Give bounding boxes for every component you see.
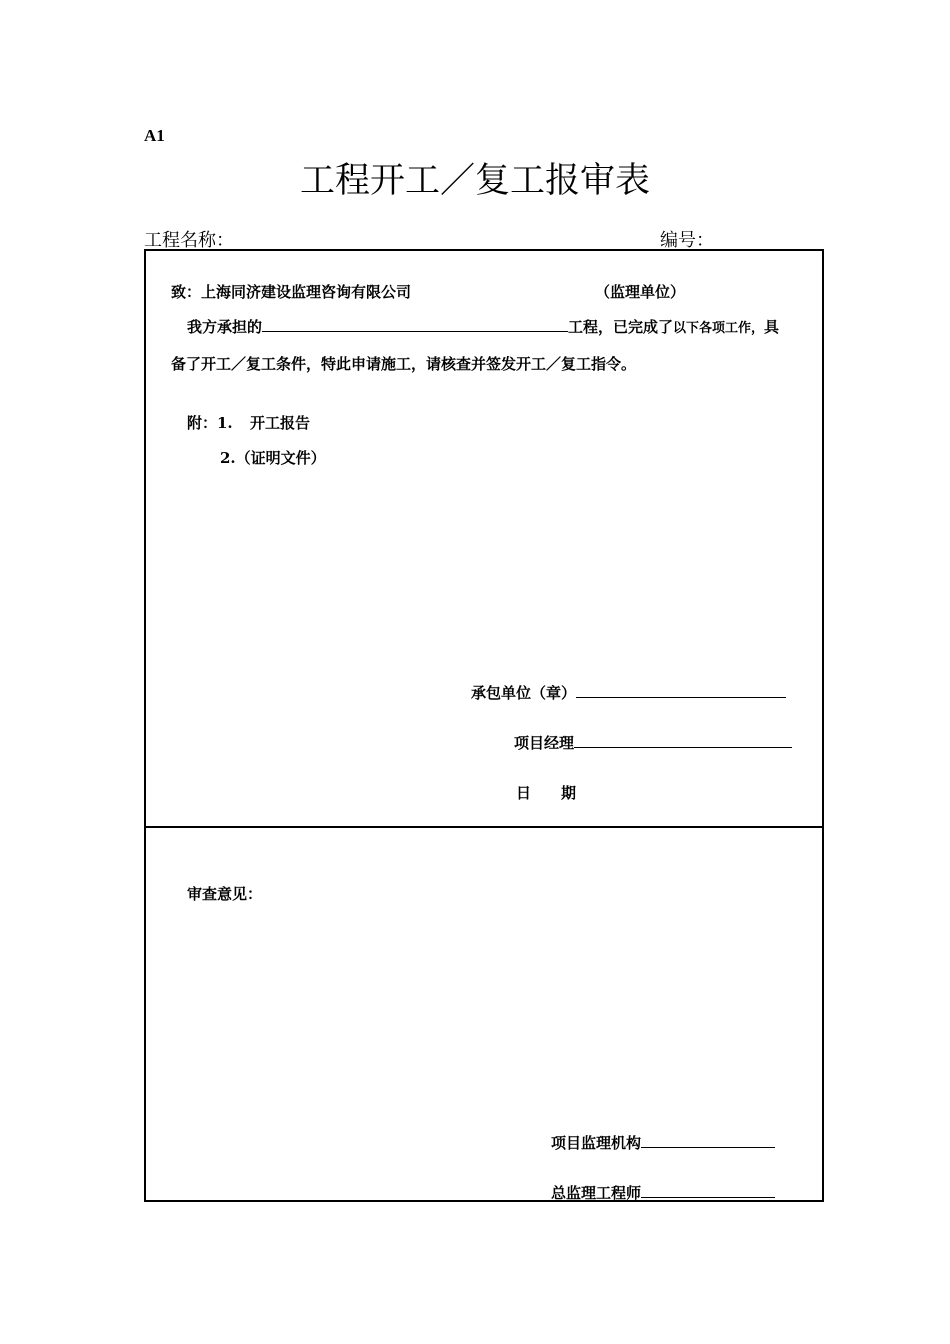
statement-suffix-c: 具 (764, 318, 780, 336)
project-blank[interactable] (262, 317, 568, 332)
chief-engineer-blank[interactable] (641, 1183, 775, 1198)
form-code: A1 (144, 126, 165, 145)
section-divider (144, 826, 824, 828)
contractor-sign (471, 682, 786, 703)
project-name-label: 工程名称： (144, 230, 234, 251)
statement-suffix-b: 以下各项工作， (673, 321, 765, 336)
form-frame (144, 249, 824, 1202)
number-label: 编号： (660, 230, 714, 251)
chief-engineer-label: 总监理工程师 (551, 1184, 642, 1202)
chief-engineer-sign (551, 1182, 775, 1203)
manager-sign (514, 732, 792, 753)
statement-line-1 (187, 316, 779, 337)
supervision-org-sign (551, 1132, 775, 1153)
attachment-item-2: 2.（证明文件） (220, 449, 326, 467)
contractor-blank[interactable] (576, 683, 786, 698)
statement-line-2: 备了开工／复工条件，特此申请施工，请核查并签发开工／复工指令。 (171, 355, 637, 373)
statement-suffix-a: 工程，已完成了 (568, 318, 674, 336)
form-title: 工程开工／复工报审表 (299, 161, 650, 201)
supervision-org-label: 项目监理机构 (551, 1134, 642, 1152)
contractor-label: 承包单位（章） (471, 684, 577, 702)
attachment-label: 附：1. (187, 414, 233, 432)
manager-label: 项目经理 (514, 734, 575, 752)
statement-prefix: 我方承担的 (187, 318, 263, 336)
addressee: 致：上海同济建设监理咨询有限公司 (171, 283, 412, 301)
attachment-item-1: 开工报告 (250, 414, 311, 432)
date-label: 日 期 (516, 784, 577, 802)
manager-blank[interactable] (574, 733, 792, 748)
addressee-unit-note: （监理单位） (595, 283, 686, 301)
supervision-org-blank[interactable] (641, 1133, 775, 1148)
review-opinion-label: 审查意见： (187, 885, 263, 903)
